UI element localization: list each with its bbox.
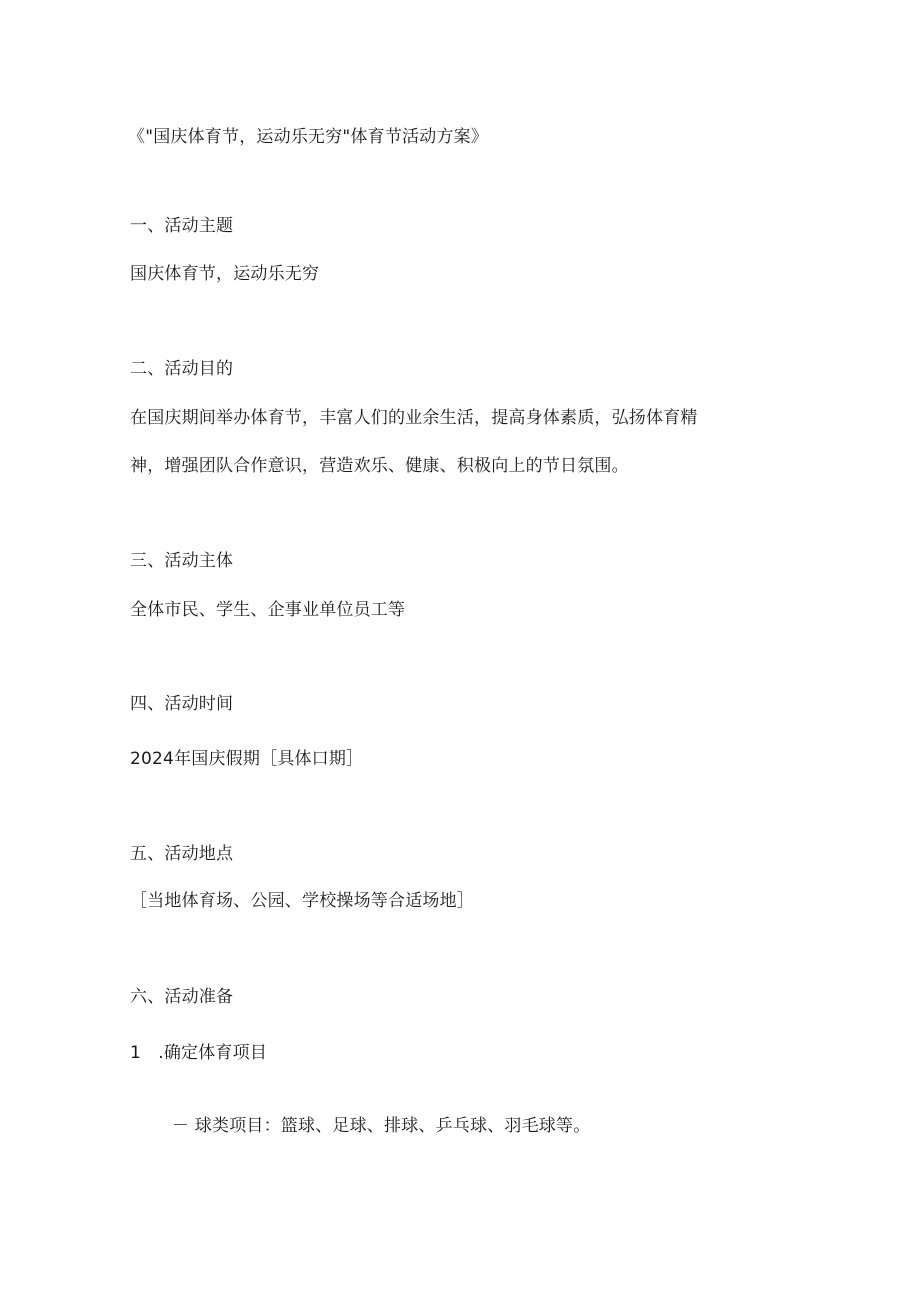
preparation-item-1: 1 .确定体育项目: [130, 1043, 268, 1063]
section-text-location: ［当地体育场、公园、学校操场等合适场地］: [130, 891, 474, 911]
section-text-purpose-line-2: 神，增强团队合作意识，营造欢乐、健康、积极向上的节日氛围。: [130, 456, 629, 476]
section-text-purpose-line-1: 在国庆期间举办体育节，丰富人们的业余生活，提高身体素质，弘扬体育精: [130, 408, 698, 428]
section-heading-time: 四、活动时间: [130, 694, 234, 714]
preparation-subitem-ball-sports: － 球类项目：篮球、足球、排球、乒乓球、羽毛球等。: [172, 1116, 591, 1136]
section-heading-participants: 三、活动主体: [130, 551, 234, 571]
section-heading-location: 五、活动地点: [130, 844, 234, 864]
section-text-theme: 国庆体育节，运动乐无穷: [130, 264, 320, 284]
section-text-time: 2024年国庆假期［具体口期］: [130, 749, 364, 769]
section-heading-theme: 一、活动主题: [130, 216, 234, 236]
document-title: 《"国庆体育节，运动乐无穷"体育节活动方案》: [128, 127, 489, 147]
section-heading-preparation: 六、活动准备: [130, 987, 234, 1007]
section-heading-purpose: 二、活动目的: [130, 359, 234, 379]
section-text-participants: 全体市民、学生、企事业单位员工等: [130, 600, 406, 620]
